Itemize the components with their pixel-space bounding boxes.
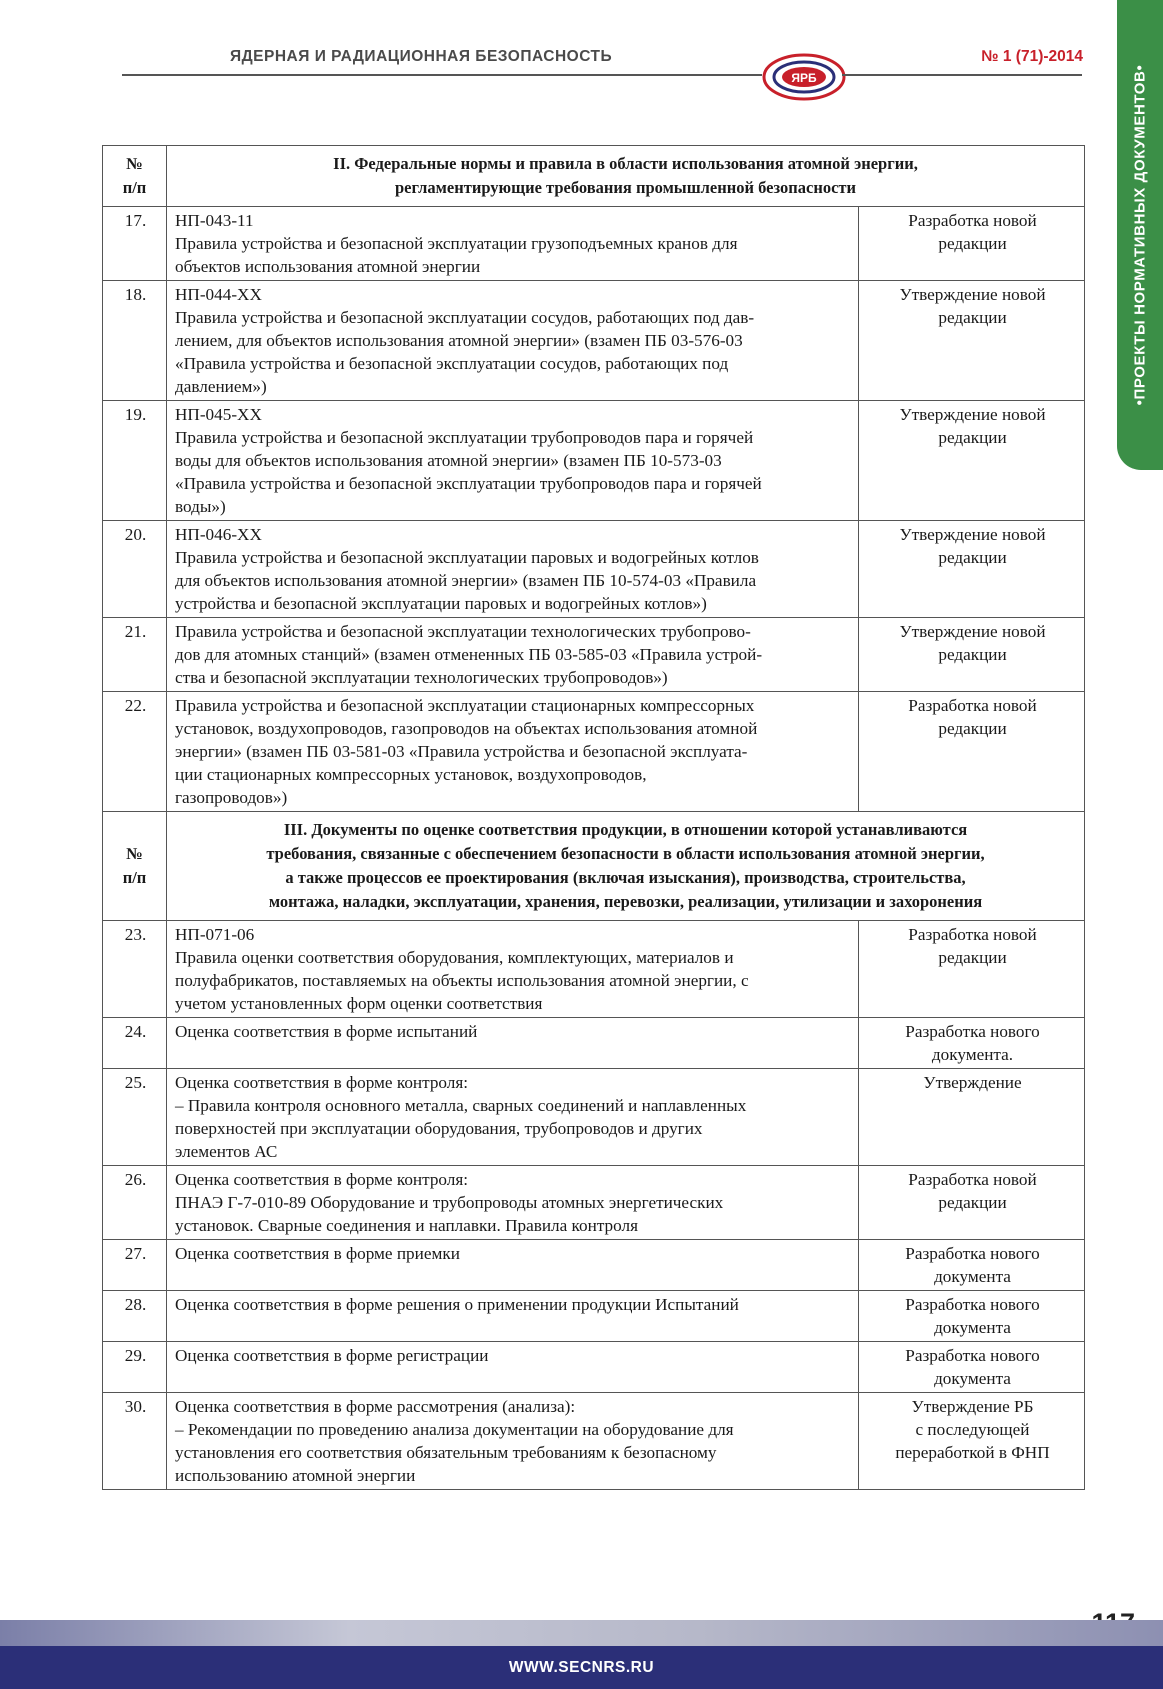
table-row: [103, 1291, 1085, 1342]
document-description: Оценка соответствия в форме испытаний: [167, 1018, 859, 1069]
table-row: [103, 618, 1085, 692]
footer-website: WWW.SECNRS.RU: [508, 1659, 655, 1676]
journal-title: ЯДЕРНАЯ И РАДИАЦИОННАЯ БЕЗОПАСНОСТЬ: [230, 48, 613, 65]
row-number: 24.: [103, 1018, 167, 1069]
number-column-header: № п/п: [103, 812, 167, 921]
row-number: 18.: [103, 281, 167, 401]
journal-logo: [760, 46, 848, 108]
document-description: Правила устройства и безопасной эксплуатации технологических трубопрово- дов для атомных станций» (взамен отмененных ПБ 03-585-03 «Правила устрой- ства и безопасной эксплуатации технологических трубопроводов»): [167, 618, 859, 692]
document-status: Разработка нового документа: [859, 1291, 1085, 1342]
document-status: Разработка новой редакции: [859, 207, 1085, 281]
row-number: 23.: [103, 921, 167, 1018]
document-description: Оценка соответствия в форме приемки: [167, 1240, 859, 1291]
document-description: Оценка соответствия в форме решения о применении продукции Испытаний: [167, 1291, 859, 1342]
table-row: [103, 521, 1085, 618]
document-status: Утверждение новой редакции: [859, 281, 1085, 401]
row-number: 21.: [103, 618, 167, 692]
table-row: [103, 1069, 1085, 1166]
logo-text: ЯРБ: [791, 71, 817, 85]
row-number: 20.: [103, 521, 167, 618]
section-side-tab: [1117, 0, 1163, 470]
table-row: [103, 207, 1085, 281]
table-row: [103, 921, 1085, 1018]
section-2-title: II. Федеральные нормы и правила в области использования атомной энергии, регламентирующие требования промышленной безопасности: [167, 146, 1085, 207]
row-number: 26.: [103, 1166, 167, 1240]
document-description: Правила устройства и безопасной эксплуатации стационарных компрессорных установок, воздухопроводов, газопроводов на объектах использования атомной энергии» (взамен ПБ 03-581-03 «Правила устройства и безопасной эксплуата- ции стационарных компрессорных установок, воздухопроводов, газопроводов»): [167, 692, 859, 812]
document-description: Оценка соответствия в форме регистрации: [167, 1342, 859, 1393]
section-3-header: [103, 812, 1085, 921]
row-number: 19.: [103, 401, 167, 521]
document-status: Разработка новой редакции: [859, 921, 1085, 1018]
document-status: Утверждение РБ с последующей переработкой в ФНП: [859, 1393, 1085, 1490]
header-rule-right: [842, 74, 1082, 76]
document-description: Оценка соответствия в форме контроля: – Правила контроля основного металла, сварных соединений и наплавленных поверхностей при эксплуатации оборудования, трубопроводов и других элементов АС: [167, 1069, 859, 1166]
document-description: НП-045-ХХ Правила устройства и безопасной эксплуатации трубопроводов пара и горячей воды для объектов использования атомной энергии» (взамен ПБ 10-573-03 «Правила устройства и безопасной эксплуатации трубопроводов пара и горячей воды»): [167, 401, 859, 521]
document-status: Разработка нового документа: [859, 1240, 1085, 1291]
document-description: Оценка соответствия в форме контроля: ПНАЭ Г-7-010-89 Оборудование и трубопроводы атомных энергетических установок. Сварные соединения и наплавки. Правила контроля: [167, 1166, 859, 1240]
table-row: [103, 1393, 1085, 1490]
row-number: 29.: [103, 1342, 167, 1393]
document-description: НП-043-11 Правила устройства и безопасной эксплуатации грузоподъемных кранов для объектов использования атомной энергии: [167, 207, 859, 281]
document-status: Утверждение новой редакции: [859, 521, 1085, 618]
section-3-title: III. Документы по оценке соответствия продукции, в отношении которой устанавливаются требования, связанные с обеспечением безопасности в области использования атомной энергии, а также процессов ее проектирования (включая изыскания), производства, строительства, монтажа, наладки, эксплуатации, хранения, перевозки, реализации, утилизации и захоронения: [167, 812, 1085, 921]
document-status: Разработка новой редакции: [859, 692, 1085, 812]
number-column-header: № п/п: [103, 146, 167, 207]
table-row: [103, 1166, 1085, 1240]
side-tab-label: •ПРОЕКТЫ НОРМАТИВНЫХ ДОКУМЕНТОВ•: [1131, 64, 1149, 406]
row-number: 22.: [103, 692, 167, 812]
row-number: 30.: [103, 1393, 167, 1490]
table-row: [103, 401, 1085, 521]
document-description: НП-071-06 Правила оценки соответствия оборудования, комплектующих, материалов и полуфабрикатов, поставляемых на объекты использования атомной энергии, с учетом установленных форм оценки соответствия: [167, 921, 859, 1018]
header-rule-left: [122, 74, 762, 76]
document-status: Утверждение: [859, 1069, 1085, 1166]
documents-table: [102, 145, 1085, 1490]
table-row: [103, 1240, 1085, 1291]
document-description: НП-044-ХХ Правила устройства и безопасной эксплуатации сосудов, работающих под дав- лением, для объектов использования атомной энергии» (взамен ПБ 03-576-03 «Правила устройства и безопасной эксплуатации сосудов, работающих под давлением»): [167, 281, 859, 401]
row-number: 28.: [103, 1291, 167, 1342]
page-footer: [0, 1646, 1163, 1689]
table-row: [103, 1018, 1085, 1069]
row-number: 25.: [103, 1069, 167, 1166]
issue-number: № 1 (71)-2014: [981, 48, 1083, 65]
table-row: [103, 1342, 1085, 1393]
row-number: 17.: [103, 207, 167, 281]
document-status: Разработка нового документа.: [859, 1018, 1085, 1069]
document-status: Разработка новой редакции: [859, 1166, 1085, 1240]
section-2-header: [103, 146, 1085, 207]
document-status: Утверждение новой редакции: [859, 401, 1085, 521]
table-row: [103, 692, 1085, 812]
table-row: [103, 281, 1085, 401]
document-description: Оценка соответствия в форме рассмотрения (анализа): – Рекомендации по проведению анализа документации на оборудование для установления его соответствия обязательным требованиям к безопасному использованию атомной энергии: [167, 1393, 859, 1490]
document-status: Утверждение новой редакции: [859, 618, 1085, 692]
document-description: НП-046-ХХ Правила устройства и безопасной эксплуатации паровых и водогрейных котлов для объектов использования атомной энергии» (взамен ПБ 10-574-03 «Правила устройства и безопасной эксплуатации паровых и водогрейных котлов»): [167, 521, 859, 618]
row-number: 27.: [103, 1240, 167, 1291]
footer-gradient-band: [0, 1620, 1163, 1646]
document-status: Разработка нового документа: [859, 1342, 1085, 1393]
